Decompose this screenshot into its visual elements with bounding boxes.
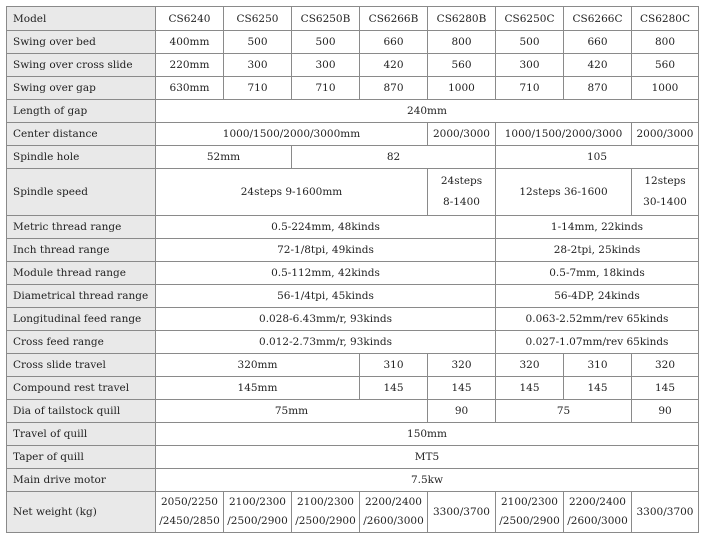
value-cell: 220mm [156,54,224,77]
value-cell: 0.063-2.52mm/rev 65kinds [496,308,699,331]
row-label: Cross slide travel [7,354,156,377]
table-row [7,285,699,308]
value-cell: 310 [564,354,632,377]
value-cell: 0.5-224mm, 48kinds [156,216,496,239]
value-line: /2500/2900 [227,515,288,527]
value-cell [224,492,292,533]
row-label: Swing over gap [7,77,156,100]
row-label: Dia of tailstock quill [7,400,156,423]
value-cell: 2000/3000 [428,123,496,146]
value-cell: 145 [632,377,699,400]
value-cell: 300 [496,54,564,77]
row-label: Swing over bed [7,31,156,54]
table-row [7,400,699,423]
value-cell: 82 [292,146,496,169]
row-label: Inch thread range [7,239,156,262]
value-cell: 12steps 36-1600 [496,169,632,216]
row-label: Spindle hole [7,146,156,169]
value-cell: MT5 [156,446,699,469]
row-label: Cross feed range [7,331,156,354]
row-label: Longitudinal feed range [7,308,156,331]
value-cell: 1000/1500/2000/3000 [496,123,632,146]
value-cell: 1-14mm, 22kinds [496,216,699,239]
value-line: /2600/3000 [363,515,424,527]
value-cell: 240mm [156,100,699,123]
row-label: Swing over cross slide [7,54,156,77]
value-cell: 660 [564,31,632,54]
value-cell: 400mm [156,31,224,54]
value-cell: 52mm [156,146,292,169]
value-cell: 320 [496,354,564,377]
row-label: Diametrical thread range [7,285,156,308]
value-cell: 0.5-7mm, 18kinds [496,262,699,285]
value-line: 2100/2300 [501,496,558,508]
value-cell: 710 [224,77,292,100]
value-line: 2200/2400 [569,496,626,508]
value-line: /2450/2850 [159,515,220,527]
value-line: 8-1400 [443,196,480,208]
value-line: 2100/2300 [229,496,286,508]
row-label: Travel of quill [7,423,156,446]
value-cell: 1000/1500/2000/3000mm [156,123,428,146]
row-label: Center distance [7,123,156,146]
table-row [7,239,699,262]
value-cell: 500 [224,31,292,54]
value-cell [292,492,360,533]
value-cell: 145 [428,377,496,400]
value-cell [496,492,564,533]
value-cell: 660 [360,31,428,54]
value-cell: 300 [224,54,292,77]
table-row [7,446,699,469]
header-label: Model [7,7,156,31]
value-cell: 310 [360,354,428,377]
value-cell: 870 [360,77,428,100]
value-cell: 3300/3700 [428,492,496,533]
value-cell: 800 [428,31,496,54]
value-cell: 28-2tpi, 25kinds [496,239,699,262]
table-row [7,377,699,400]
value-cell: 500 [496,31,564,54]
row-label: Length of gap [7,100,156,123]
model-cell: CS6250C [496,7,564,31]
value-line: 2200/2400 [365,496,422,508]
value-cell: 0.5-112mm, 42kinds [156,262,496,285]
table-row [7,423,699,446]
model-cell: CS6250 [224,7,292,31]
table-row [7,262,699,285]
model-cell: CS6266C [564,7,632,31]
value-cell [632,169,699,216]
value-cell: 0.028-6.43mm/r, 93kinds [156,308,496,331]
value-cell: 500 [292,31,360,54]
value-cell: 800 [632,31,699,54]
table-row [7,77,699,100]
model-cell: CS6280B [428,7,496,31]
value-cell: 560 [428,54,496,77]
value-line: /2600/3000 [567,515,628,527]
value-line: /2500/2900 [295,515,356,527]
model-cell: CS6240 [156,7,224,31]
value-cell: 150mm [156,423,699,446]
value-cell: 1000 [632,77,699,100]
table-row [7,216,699,239]
row-label: Compound rest travel [7,377,156,400]
value-cell: 75 [496,400,632,423]
table-row [7,308,699,331]
table-row [7,331,699,354]
model-cell: CS6266B [360,7,428,31]
value-cell: 145 [360,377,428,400]
value-cell: 710 [292,77,360,100]
value-cell: 24steps 9-1600mm [156,169,428,216]
value-cell: 320 [428,354,496,377]
value-cell: 72-1/8tpi, 49kinds [156,239,496,262]
table-row [7,169,699,216]
value-line: 30-1400 [643,196,687,208]
value-cell: 0.012-2.73mm/r, 93kinds [156,331,496,354]
value-cell: 90 [632,400,699,423]
model-cell: CS6250B [292,7,360,31]
table-row [7,469,699,492]
value-cell: 420 [360,54,428,77]
table-row [7,146,699,169]
row-label: Net weight (kg) [7,492,156,533]
value-cell: 420 [564,54,632,77]
value-line: 12steps [644,175,686,187]
value-cell: 320 [632,354,699,377]
value-cell [428,169,496,216]
table-row [7,354,699,377]
value-cell: 2000/3000 [632,123,699,146]
value-line: 2100/2300 [297,496,354,508]
table-row [7,54,699,77]
row-label: Spindle speed [7,169,156,216]
value-cell [360,492,428,533]
value-cell: 630mm [156,77,224,100]
row-label: Main drive motor [7,469,156,492]
value-cell: 56-1/4tpi, 45kinds [156,285,496,308]
specification-table [6,6,699,533]
value-cell: 3300/3700 [632,492,699,533]
table-row [7,31,699,54]
value-cell: 75mm [156,400,428,423]
value-cell: 560 [632,54,699,77]
value-line: 2050/2250 [161,496,218,508]
table-row [7,492,699,533]
model-cell: CS6280C [632,7,699,31]
value-cell [156,492,224,533]
value-cell: 90 [428,400,496,423]
value-cell: 870 [564,77,632,100]
value-cell: 320mm [156,354,360,377]
value-cell: 145mm [156,377,360,400]
value-cell: 0.027-1.07mm/rev 65kinds [496,331,699,354]
value-cell: 145 [564,377,632,400]
value-line: 24steps [440,175,483,187]
row-label: Module thread range [7,262,156,285]
value-cell [564,492,632,533]
value-cell: 300 [292,54,360,77]
value-cell: 7.5kw [156,469,699,492]
table-row [7,100,699,123]
value-cell: 56-4DP, 24kinds [496,285,699,308]
value-cell: 710 [496,77,564,100]
row-label: Metric thread range [7,216,156,239]
value-cell: 145 [496,377,564,400]
header-row [7,7,699,31]
value-line: /2500/2900 [499,515,560,527]
table-row [7,123,699,146]
row-label: Taper of quill [7,446,156,469]
value-cell: 105 [496,146,699,169]
value-cell: 1000 [428,77,496,100]
